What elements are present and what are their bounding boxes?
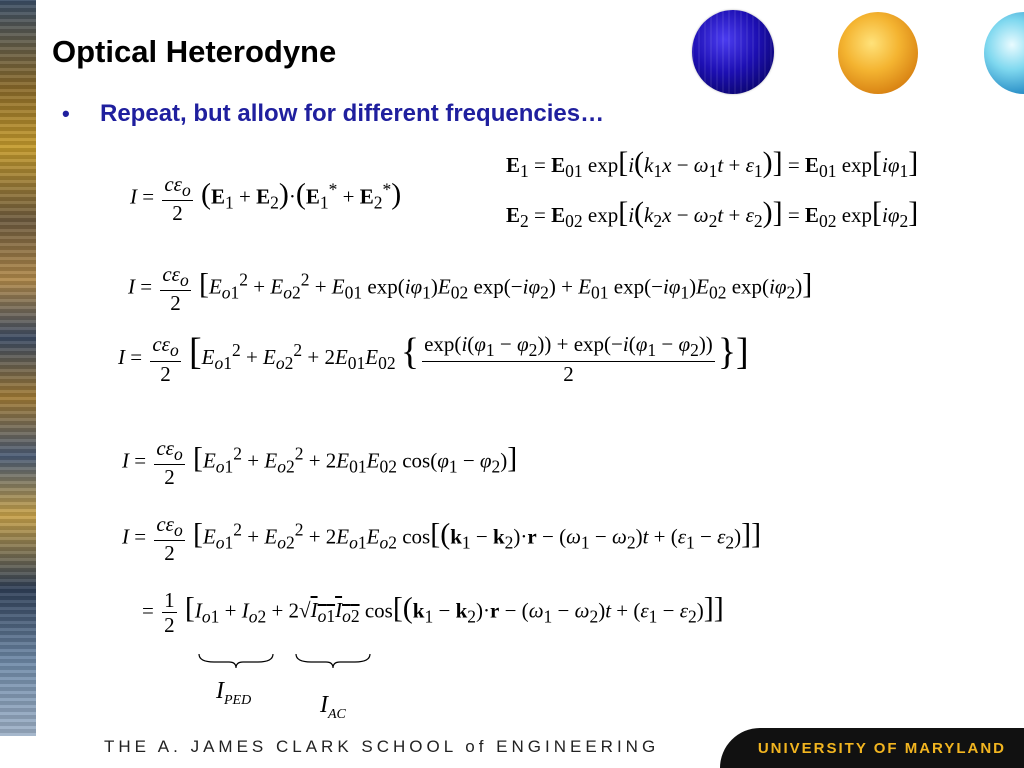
intensity-full-phase-step: I = $\frac{c\varepsilon_o}{2}$ [$E_{o1}^2 + E_{o2}^2 + 2E_{o1}E_{o2}$ $\cos[(k_1 - k_2)\cdot r - (\omega_1 - \omega_2)t + (\varepsilon_1 - \varepsilon_2)]$]	[122, 512, 762, 566]
blue-orb-image	[692, 10, 774, 94]
underbrace-decoration	[196, 652, 378, 672]
ped-label: $I_{PED}$	[216, 678, 252, 708]
intensity-cosine-step: I = $\frac{c\varepsilon_o}{2}$ [$E_{o1}^2 + E_{o2}^2 + 2E_{01}E_{02}$ $\cos(\varphi_1 - \varphi_2)$]	[122, 436, 518, 490]
field-e2-equation: $E_2 = E_{02}$ $\exp[i(k_2x - \omega_2t + \varepsilon_2)] = E_{02}$ $\exp[i\varphi_2]$	[506, 196, 919, 232]
intensity-expansion-step2: I = $\frac{c\varepsilon_o}{2}$ [$E_{o1}^2 + E_{o2}^2 + 2E_{01}E_{02}$ { $\frac{\exp(i(\varphi_1 - \varphi_2)) + \exp(-i(\varphi_1 - \varphi_2))}{2}$ }]	[118, 331, 749, 386]
decorative-side-strip	[0, 0, 36, 736]
footer-university-name: UNIVERSITY OF MARYLAND	[757, 739, 1006, 757]
slide-title: Optical Heterodyne	[52, 34, 337, 69]
cyan-orb-image	[984, 12, 1024, 94]
field-e1-equation: $E_1 = E_{01}$ $\exp[i(k_1x - \omega_1t + \varepsilon_1)] = E_{01}$ $\exp[i\varphi_1]$	[506, 146, 919, 182]
bullet-marker: •	[62, 101, 70, 126]
intensity-expansion-step1: I = $\frac{c\varepsilon_o}{2}$ [$E_{o1}^2 + E_{o2}^2 + E_{01}$ $\exp(i\varphi_1)E_{02}$ $\exp(-i\varphi_2) + E_{01}$ $\exp(-i\varphi_1)E_{02}$ $\exp(i\varphi_2)$]	[128, 262, 813, 316]
bullet-item	[62, 100, 604, 128]
intensity-definition-equation: I = $\frac{c\varepsilon_o}{2}$ $(E_1 + E_2)\cdot(E_1^* + E_2^*)$	[130, 172, 402, 226]
gold-orb-image	[838, 12, 918, 94]
intensity-final-equation: = $\frac{1}{2}$ [$I_{o1} + I_{o2} + 2√I_{o1}I_{o2}$ $\cos[(k_1 - k_2)\cdot r - (\omega_1 - \omega_2)t + (\varepsilon_1 - \varepsilon_2)]$]	[142, 588, 724, 638]
ac-label: $I_{AC}$	[320, 692, 346, 722]
bullet-text: Repeat, but allow for different frequencies…	[100, 100, 605, 127]
footer-school-name: THE A. JAMES CLARK SCHOOL of ENGINEERING	[104, 737, 660, 756]
footer-university-logo	[720, 728, 1024, 768]
